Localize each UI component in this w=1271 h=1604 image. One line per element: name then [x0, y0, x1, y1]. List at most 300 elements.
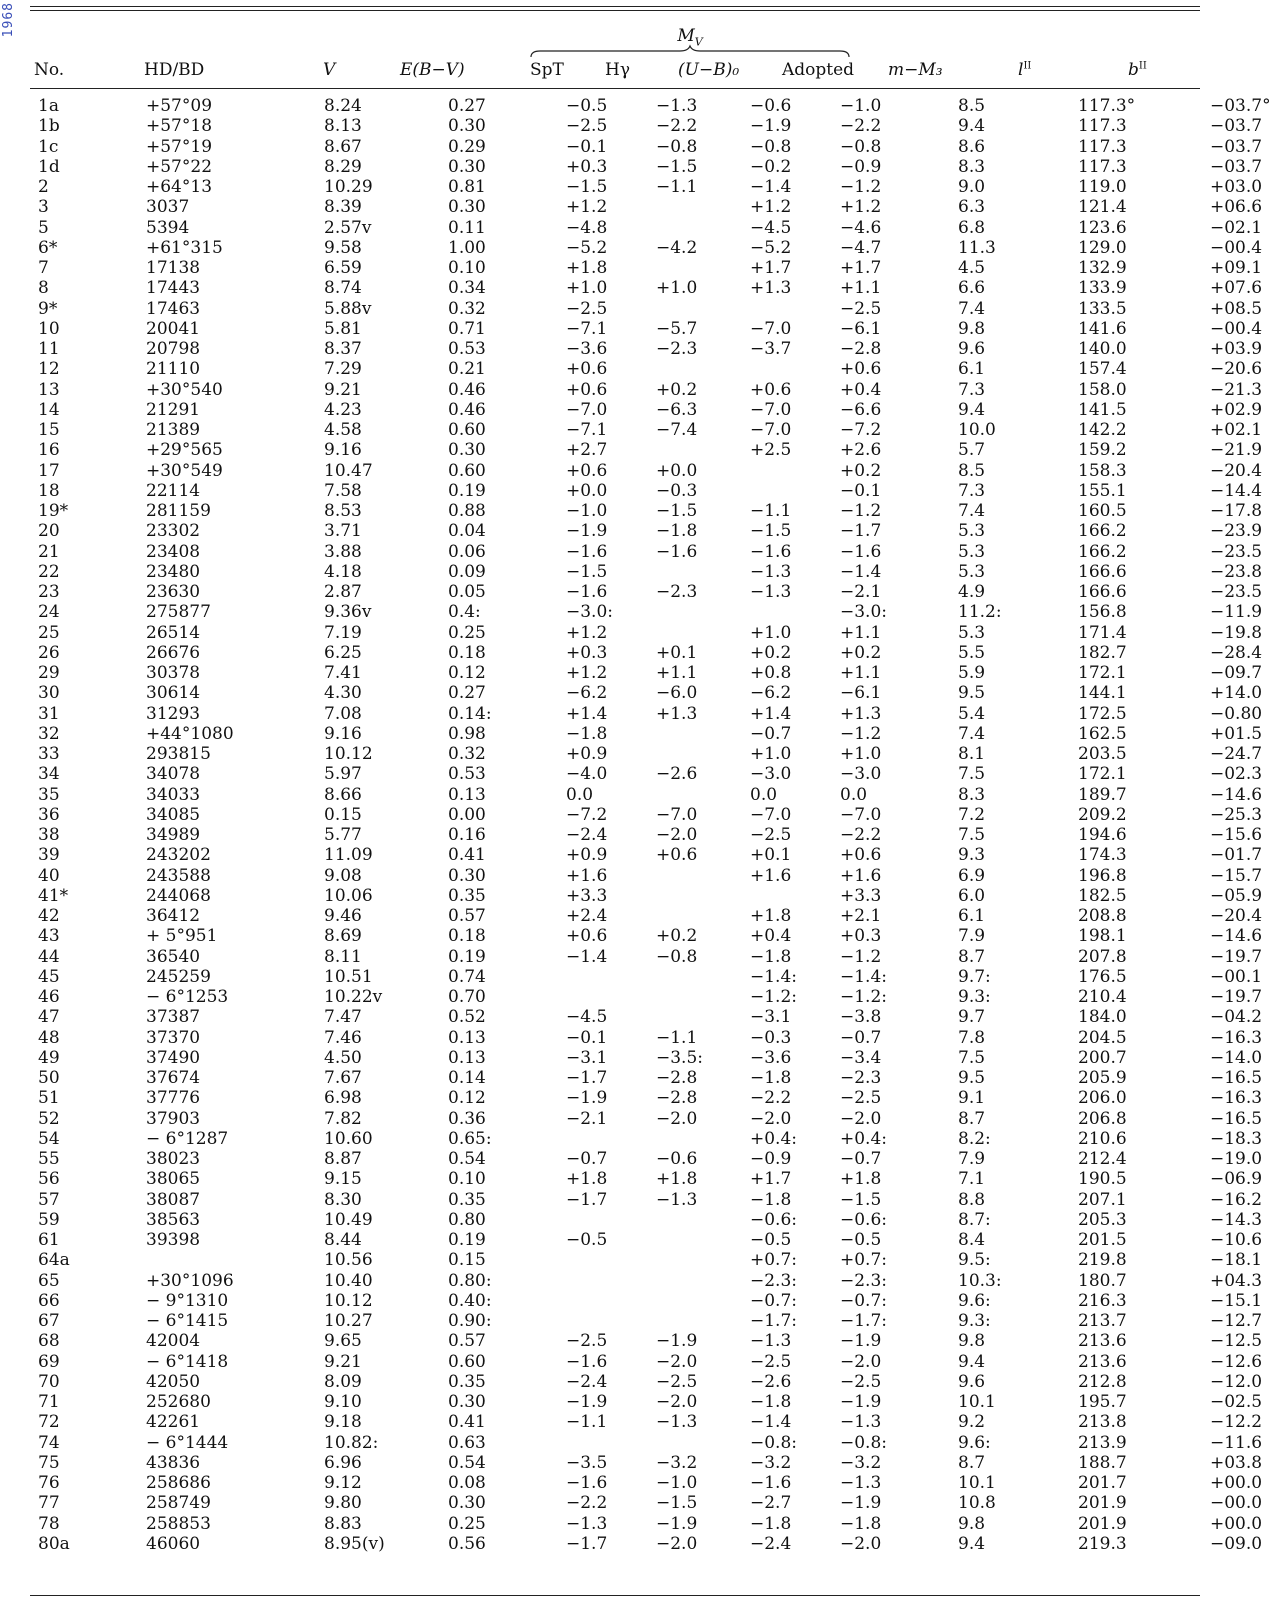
cell-v: 8.44	[324, 1230, 362, 1250]
cell-hdbd: 38023	[146, 1149, 201, 1169]
cell-spt: −1.5	[566, 561, 608, 582]
cell-hgamma: −5.7	[656, 318, 698, 339]
cell-hdbd: 38087	[146, 1189, 201, 1210]
cell-spt: −1.6	[566, 582, 608, 602]
cell-hgamma	[648, 1271, 736, 1291]
cell-no: 39	[38, 845, 60, 866]
col-header-ub0: (U−B)₀	[678, 60, 740, 80]
cell-mm3: 9.0	[958, 177, 986, 197]
cell-b: −20.6	[1210, 359, 1263, 380]
cell-ub0: −1.3	[750, 582, 792, 602]
table-row	[30, 400, 1200, 420]
cell-spt: +0.0	[566, 480, 608, 501]
table-row	[30, 1534, 1200, 1554]
cell-l: 198.1	[1078, 926, 1127, 947]
cell-no: 74	[38, 1432, 60, 1453]
cell-spt: −4.5	[566, 1007, 608, 1028]
cell-spt: +0.6	[566, 926, 608, 947]
cell-no: 38	[38, 825, 60, 845]
cell-v: 10.27	[324, 1311, 373, 1331]
cell-no: 55	[38, 1149, 60, 1169]
table-row	[30, 704, 1200, 724]
cell-hdbd: 275877	[146, 602, 211, 623]
table-row	[30, 1210, 1200, 1230]
cell-l: 208.8	[1078, 906, 1127, 926]
cell-hdbd: − 9°1310	[146, 1290, 229, 1311]
cell-l: 203.5	[1078, 744, 1127, 764]
cell-v: 8.24	[324, 96, 362, 116]
cell-v: 10.47	[324, 460, 373, 481]
cell-l: 180.7	[1078, 1270, 1127, 1291]
cell-b: −01.7	[1210, 845, 1263, 866]
cell-hgamma: +1.3	[656, 703, 698, 724]
cell-v: 10.29	[324, 177, 373, 197]
cell-v: 8.29	[324, 156, 362, 177]
cell-adopted: +1.6	[840, 865, 882, 886]
table-row	[30, 481, 1200, 501]
cell-mm3: 7.2	[958, 804, 986, 825]
cell-v: 0.15	[324, 804, 362, 825]
col-header-no: No.	[34, 60, 65, 80]
cell-no: 1c	[38, 136, 59, 157]
cell-no: 61	[38, 1230, 60, 1250]
cell-l: 172.1	[1078, 764, 1127, 785]
cell-b: −15.7	[1210, 865, 1263, 886]
cell-no: 14	[38, 399, 60, 420]
cell-mm3: 6.1	[958, 359, 986, 380]
cell-spt: +1.4	[566, 703, 608, 724]
cell-spt: 0.0	[566, 784, 594, 805]
cell-b: +02.9	[1210, 399, 1263, 420]
cell-ebv: 0.53	[448, 764, 486, 785]
cell-ub0: −4.5	[750, 217, 792, 238]
cell-no: 1a	[38, 96, 59, 116]
cell-l: 210.4	[1078, 987, 1127, 1007]
cell-hdbd: 37674	[146, 1068, 201, 1088]
cell-ub0: +1.8	[750, 906, 792, 926]
cell-spt: +1.8	[566, 1169, 608, 1190]
cell-spt: +1.2	[566, 663, 608, 683]
cell-mm3: 9.4	[958, 1351, 986, 1372]
cell-hgamma: −1.9	[656, 1331, 698, 1352]
cell-b: −17.8	[1210, 501, 1263, 521]
cell-l: 117.3°	[1078, 96, 1136, 116]
cell-ub0: +1.6	[750, 865, 792, 886]
cell-v: 9.18	[324, 1412, 362, 1433]
cell-l: 204.5	[1078, 1027, 1127, 1048]
cell-no: 2	[38, 177, 49, 197]
cell-mm3: 8.5	[958, 96, 986, 116]
cell-hgamma: −0.6	[656, 1149, 698, 1169]
cell-l: 184.0	[1078, 1007, 1127, 1028]
cell-adopted: −0.9	[840, 156, 882, 177]
cell-v: 9.46	[324, 906, 362, 926]
col-header-l-sup: II	[1023, 60, 1032, 72]
cell-ub0: +0.1	[750, 845, 792, 866]
cell-hdbd: 3037	[146, 197, 190, 218]
cell-hdbd: 37903	[146, 1108, 201, 1129]
cell-hdbd: +30°549	[146, 460, 223, 481]
table-row	[30, 1352, 1200, 1372]
cell-adopted: +0.6	[840, 359, 882, 380]
cell-hdbd: 34085	[146, 804, 201, 825]
cell-v: 9.16	[324, 723, 362, 744]
cell-hdbd: 20041	[146, 318, 201, 339]
cell-ebv: 0.30	[448, 440, 486, 461]
cell-ebv: 0.60	[448, 420, 486, 440]
cell-ub0: −1.3	[750, 1331, 792, 1352]
cell-spt: −3.6	[566, 339, 608, 359]
table-row	[30, 157, 1200, 177]
cell-ebv: 0.13	[448, 1027, 486, 1048]
cell-v: 5.88v	[324, 298, 372, 319]
cell-adopted: +0.3	[840, 926, 882, 947]
cell-hdbd: 30614	[146, 683, 201, 704]
table-row	[30, 1493, 1200, 1513]
cell-b: −19.0	[1210, 1149, 1263, 1169]
cell-v: 7.08	[324, 703, 362, 724]
cell-mm3: 8.7:	[958, 1209, 991, 1230]
cell-ebv: 0.41	[448, 845, 486, 866]
cell-mm3: 9.6:	[958, 1290, 991, 1311]
cell-spt: −1.6	[566, 541, 608, 562]
cell-b: −16.5	[1210, 1068, 1263, 1088]
cell-v: 8.30	[324, 1189, 362, 1210]
cell-v: 7.47	[324, 1007, 362, 1028]
cell-no: 1d	[38, 156, 60, 177]
cell-spt: +0.6	[566, 359, 608, 380]
cell-l: 155.1	[1078, 480, 1127, 501]
cell-ub0: −1.8	[750, 1513, 792, 1534]
table-row	[30, 724, 1200, 744]
cell-mm3: 10.0	[958, 420, 996, 440]
mv-label-main: M	[677, 26, 695, 46]
cell-ub0: +0.8	[750, 663, 792, 683]
cell-l: 213.6	[1078, 1331, 1127, 1352]
cell-ebv: 0.16	[448, 825, 486, 845]
cell-hdbd: 37776	[146, 1088, 201, 1109]
table-row	[30, 987, 1200, 1007]
cell-l: 117.3	[1078, 156, 1127, 177]
cell-mm3: 5.5	[958, 642, 986, 663]
cell-adopted: −3.2	[840, 1452, 882, 1473]
table-row	[30, 602, 1200, 622]
cell-mm3: 6.9	[958, 865, 986, 886]
cell-ebv: 0.80:	[448, 1270, 492, 1291]
cell-ebv: 0.06	[448, 541, 486, 562]
cell-mm3: 7.1	[958, 1169, 986, 1190]
table-row	[30, 1068, 1200, 1088]
cell-spt: −3.0:	[566, 602, 614, 623]
cell-hgamma	[648, 1311, 736, 1331]
cell-b: −14.4	[1210, 480, 1263, 501]
cell-ub0: −1.4	[750, 1412, 792, 1433]
cell-no: 75	[38, 1452, 60, 1473]
cell-ub0: −1.4	[750, 177, 792, 197]
cell-spt: −5.2	[566, 237, 608, 258]
table-row	[30, 1473, 1200, 1493]
cell-ebv: 0.81	[448, 177, 486, 197]
cell-adopted: +1.2	[840, 197, 882, 218]
cell-ebv: 0.35	[448, 1371, 486, 1392]
cell-b: −10.6	[1210, 1230, 1263, 1250]
cell-hdbd: 23480	[146, 561, 201, 582]
cell-no: 25	[38, 622, 60, 643]
cell-hdbd: 43836	[146, 1452, 201, 1473]
cell-v: 9.16	[324, 440, 362, 461]
cell-spt	[548, 1433, 648, 1453]
cell-v: 4.58	[324, 420, 362, 440]
cell-b: −00.4	[1210, 237, 1263, 258]
cell-spt: −3.1	[566, 1047, 608, 1068]
margin-note: 1968	[1, 2, 16, 38]
cell-no: 47	[38, 1007, 60, 1028]
cell-l: 133.9	[1078, 278, 1127, 299]
cell-hgamma	[648, 987, 736, 1007]
cell-mm3: 9.1	[958, 1088, 986, 1109]
cell-l: 159.2	[1078, 440, 1127, 461]
cell-ub0: −1.2:	[750, 987, 798, 1007]
cell-adopted: −1.3	[840, 1473, 882, 1493]
cell-adopted: −1.7:	[840, 1311, 888, 1331]
table-row	[30, 1412, 1200, 1432]
cell-ub0: −5.2	[750, 237, 792, 258]
cell-b: −09.7	[1210, 663, 1263, 683]
cell-mm3: 9.8	[958, 1331, 986, 1352]
table-row	[30, 1149, 1200, 1169]
cell-hdbd: 17463	[146, 298, 201, 319]
cell-no: 21	[38, 541, 60, 562]
cell-spt: −1.7	[566, 1533, 608, 1554]
cell-hgamma: +1.8	[656, 1169, 698, 1190]
cell-ub0: −7.0	[750, 318, 792, 339]
cell-mm3: 7.3	[958, 480, 986, 501]
cell-no: 24	[38, 602, 60, 623]
cell-b: −16.3	[1210, 1088, 1263, 1109]
cell-v: 8.66	[324, 784, 362, 805]
cell-adopted: −2.3:	[840, 1270, 888, 1291]
cell-spt: −1.9	[566, 521, 608, 542]
cell-adopted: +0.4	[840, 379, 882, 400]
table-row	[30, 906, 1200, 926]
col-header-mm3: m−M₃	[888, 60, 943, 80]
cell-hdbd: +29°565	[146, 440, 223, 461]
cell-ub0: −3.7	[750, 339, 792, 359]
cell-ub0: −1.8	[750, 946, 792, 967]
cell-no: 9*	[38, 298, 58, 319]
cell-hgamma: +0.6	[656, 845, 698, 866]
table-row	[30, 886, 1200, 906]
cell-hdbd: +57°19	[146, 136, 213, 157]
bottom-rule	[30, 1595, 1200, 1596]
cell-mm3: 5.4	[958, 703, 986, 724]
cell-v: 7.82	[324, 1108, 362, 1129]
cell-hdbd: 23630	[146, 582, 201, 602]
col-header-b-main: b	[1128, 60, 1139, 80]
cell-hdbd: +61°315	[146, 237, 223, 258]
cell-l: 182.7	[1078, 642, 1127, 663]
cell-l: 212.8	[1078, 1371, 1127, 1392]
cell-adopted: +1.7	[840, 258, 882, 278]
cell-v: 2.87	[324, 582, 362, 602]
cell-no: 42	[38, 906, 60, 926]
cell-adopted: +0.7:	[840, 1250, 888, 1271]
cell-ub0	[736, 886, 836, 906]
cell-hgamma: −1.5	[656, 501, 698, 521]
table-row	[30, 420, 1200, 440]
table-row	[30, 1088, 1200, 1108]
cell-hgamma	[648, 744, 736, 764]
cell-spt: −0.5	[566, 96, 608, 116]
cell-hdbd: + 5°951	[146, 926, 218, 947]
cell-l: 172.1	[1078, 663, 1127, 683]
cell-hgamma: −2.0	[656, 1351, 698, 1372]
mv-group-header	[520, 26, 860, 60]
cell-no: 35	[38, 784, 60, 805]
cell-b: −04.2	[1210, 1007, 1263, 1028]
cell-adopted: −2.2	[840, 116, 882, 137]
cell-b: +03.0	[1210, 177, 1263, 197]
table-row	[30, 1028, 1200, 1048]
cell-mm3: 10.1	[958, 1392, 996, 1412]
cell-adopted: −0.8:	[840, 1432, 888, 1453]
cell-hgamma: −0.3	[656, 480, 698, 501]
table-row	[30, 440, 1200, 460]
cell-adopted: −0.1	[840, 480, 882, 501]
cell-adopted: +1.3	[840, 703, 882, 724]
table-row	[30, 218, 1200, 238]
cell-ebv: 0.32	[448, 298, 486, 319]
cell-no: 59	[38, 1209, 60, 1230]
cell-no: 32	[38, 723, 60, 744]
table-row	[30, 542, 1200, 562]
cell-ub0: −7.0	[750, 420, 792, 440]
cell-spt: −1.6	[566, 1351, 608, 1372]
cell-b: −21.3	[1210, 379, 1263, 400]
cell-no: 19*	[38, 501, 69, 521]
cell-b: −16.3	[1210, 1027, 1263, 1048]
cell-ebv: 0.36	[448, 1108, 486, 1129]
cell-ub0	[736, 602, 836, 622]
cell-hdbd: − 6°1253	[146, 987, 229, 1007]
cell-l: 195.7	[1078, 1392, 1127, 1412]
cell-hgamma: −3.2	[656, 1452, 698, 1473]
col-header-l-main: l	[1018, 60, 1024, 80]
cell-hdbd: 37370	[146, 1027, 201, 1048]
cell-ebv: 0.09	[448, 561, 486, 582]
cell-spt	[548, 987, 648, 1007]
table-body	[30, 96, 1271, 1554]
cell-adopted: −1.2:	[840, 987, 888, 1007]
cell-adopted: +0.2	[840, 642, 882, 663]
cell-l: 213.8	[1078, 1412, 1127, 1433]
cell-adopted: −1.2	[840, 946, 882, 967]
cell-mm3: 8.8	[958, 1189, 986, 1210]
cell-spt: −1.7	[566, 1189, 608, 1210]
cell-b: −14.6	[1210, 784, 1263, 805]
cell-hdbd: 23302	[146, 521, 201, 542]
cell-hdbd: 5394	[146, 217, 190, 238]
cell-ebv: 0.35	[448, 885, 486, 906]
cell-ub0: −2.0	[750, 1108, 792, 1129]
cell-l: 190.5	[1078, 1169, 1127, 1190]
cell-mm3: 6.8	[958, 217, 986, 238]
cell-spt: −6.2	[566, 683, 608, 704]
cell-mm3: 8.1	[958, 744, 986, 764]
cell-v: 7.58	[324, 480, 362, 501]
table-row	[30, 1230, 1200, 1250]
cell-ebv: 0.19	[448, 480, 486, 501]
cell-v: 6.96	[324, 1452, 362, 1473]
cell-b: −18.3	[1210, 1128, 1263, 1149]
cell-v: 5.97	[324, 764, 362, 785]
cell-hgamma	[648, 724, 736, 744]
cell-v: 3.71	[324, 521, 362, 542]
cell-b: −12.7	[1210, 1311, 1263, 1331]
table-row	[30, 380, 1200, 400]
cell-adopted: −0.7	[840, 1027, 882, 1048]
cell-ebv: 0.40:	[448, 1290, 492, 1311]
cell-adopted: +1.1	[840, 278, 882, 299]
cell-hdbd: 34989	[146, 825, 201, 845]
col-header-l	[1018, 60, 1031, 80]
data-table	[30, 96, 1271, 1554]
cell-mm3: 7.9	[958, 1149, 986, 1169]
cell-ebv: 0.34	[448, 278, 486, 299]
cell-ebv: 0.53	[448, 339, 486, 359]
cell-b: −21.9	[1210, 440, 1263, 461]
cell-l: 212.4	[1078, 1149, 1127, 1169]
cell-mm3: 10.3:	[958, 1270, 1002, 1291]
cell-b: +00.0	[1210, 1513, 1263, 1534]
cell-spt: −1.4	[566, 946, 608, 967]
cell-spt: −2.5	[566, 1331, 608, 1352]
cell-hdbd: 26676	[146, 642, 201, 663]
cell-ub0: −0.8	[750, 136, 792, 157]
cell-hgamma: −1.8	[656, 521, 698, 542]
cell-ebv: 0.74	[448, 966, 486, 987]
cell-ebv: 0.65:	[448, 1128, 492, 1149]
cell-ebv: 0.27	[448, 96, 486, 116]
cell-v: 8.39	[324, 197, 362, 218]
cell-adopted: −7.0	[840, 804, 882, 825]
cell-no: 41*	[38, 885, 69, 906]
cell-l: 166.2	[1078, 541, 1127, 562]
cell-ebv: 0.30	[448, 1392, 486, 1412]
cell-mm3: 5.7	[958, 440, 986, 461]
cell-no: 7	[38, 258, 49, 278]
cell-spt: +2.7	[566, 440, 608, 461]
cell-no: 22	[38, 561, 60, 582]
cell-l: 141.6	[1078, 318, 1127, 339]
table-row	[30, 299, 1200, 319]
cell-l: 209.2	[1078, 804, 1127, 825]
cell-hdbd: +44°1080	[146, 723, 234, 744]
cell-ub0: +1.7	[750, 258, 792, 278]
table-row	[30, 461, 1200, 481]
cell-hgamma	[648, 359, 736, 379]
cell-hgamma: −1.3	[656, 1412, 698, 1433]
cell-v: 9.12	[324, 1473, 362, 1493]
cell-ebv: 0.14	[448, 1068, 486, 1088]
mv-brace	[530, 46, 850, 58]
cell-hdbd: 42050	[146, 1371, 201, 1392]
cell-b: −19.8	[1210, 622, 1263, 643]
mv-label-sub: V	[694, 35, 703, 49]
cell-hgamma: −2.0	[656, 1533, 698, 1554]
cell-hgamma	[648, 562, 736, 582]
cell-hdbd: 258853	[146, 1513, 211, 1534]
